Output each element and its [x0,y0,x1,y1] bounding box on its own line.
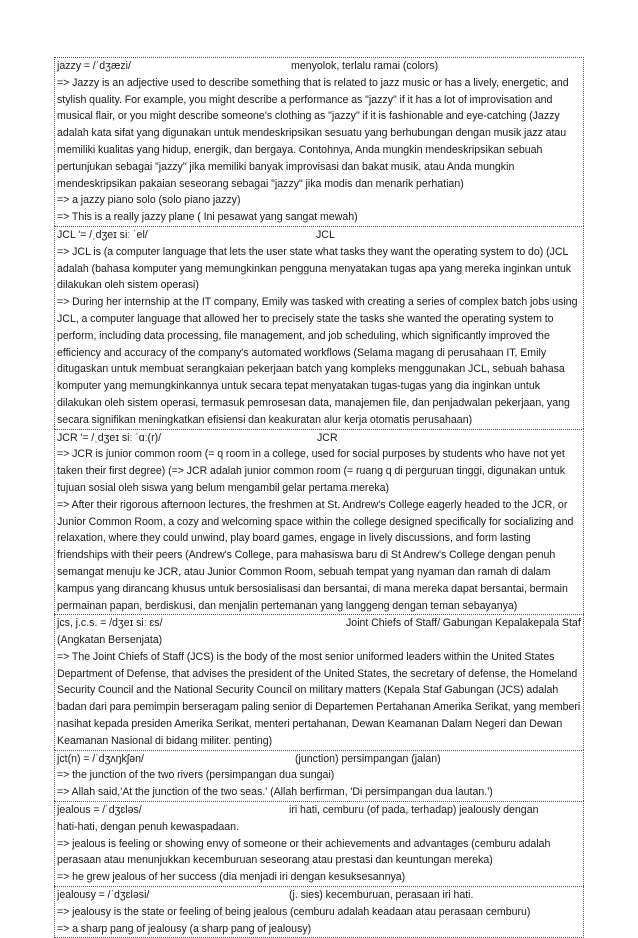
headword: JCL '= /ˌdʒeɪ siː ˈel/ [57,228,148,241]
gloss: (junction) persimpangan (jalan) [295,752,441,765]
definition-text: => Jazzy is an adjective used to describe something that is related to jazz music or has a lively, energetic, and stylish quality. For example, you might describe a performance as "jazzy" if it has a lot of improvisation and musical flair, or you might describe someone's clothing as "jazzy" if it is fashionable and eye-catching (Jazzy adalah kata sifat yang digunakan untuk mendeskripsikan sesuatu yang berhubungan dengan musik jazz atau memiliki kualitas yang hidup, energik, dan bergaya. Contohnya, Anda mungkin mendeskripsikan sebuah pertunjukan sebagai "jazzy" jika memiliki banyak improvisasi dan bakat musik, atau Anda mungkin mendeskripsikan pakaian seseorang sebagai "jazzy" jika modis dan menarik perhatian) [57,76,569,190]
gloss: (j. sies) kecemburuan, perasaan iri hati. [289,889,474,902]
gloss-continuation: hati-hati, dengan penuh kewaspadaan. [57,820,239,833]
entry-header [57,887,581,904]
entry-header [57,430,581,447]
definition-text: => The Joint Chiefs of Staff (JCS) is the body of the most senior uniformed leaders within the United States Department of Defense, that advises the president of the United States, the secretary of defense, the Homeland Security Council and the National Security Council on military matters (Kepala Staf Gabungan (JCS) adalah badan dari para pemimpin berseragam paling senior di Departemen Pertahanan Amerika Serikat, yang memberi nasihat kepada presiden Amerika Serikat, menteri pertahanan, Dewan Keamanan Dalam Negeri dan Dewan Keamanan Nasional di bidang militer. penting) [57,650,581,747]
dictionary-page [54,57,584,938]
entry-header [57,615,581,632]
example-text: => During her internship at the IT company, Emily was tasked with creating a series of complex batch jobs using JCL, a computer language that allowed her to precisely state the tasks she wanted the operating system to perform, including data processing, file management, and job scheduling, which significantly improved the efficiency and accuracy of the company's automated workflows (Selama magang di perusahaan IT, Emily ditugaskan untuk membuat serangkaian pekerjaan batch yang kompleks menggunakan JCL, sebuah bahasa komputer yang memungkinkannya untuk secara tepat menyatakan tugas-tugas yang dia inginkan untuk dilakukan oleh sistem operasi, termasuk pemrosesan data, manajemen file, dan penjadwalan pekerjaan, yang secara signifikan meningkatkan efisiensi dan keakuratan alur kerja otomatis perusahaan) [57,296,578,426]
entry-jcs [54,614,584,749]
definition-text: => JCL is (a computer language that lets the user state what tasks they want the operating system to do) (JCL adalah (bahasa komputer yang memungkinkan pengguna menyatakan tugas apa yang mereka inginkan untuk dilakukan oleh sistem operasi) [57,245,572,292]
definition-text: => JCR is junior common room (= q room in a college, used for social purposes by students who have not yet taken their first degree) (=> JCR adalah junior common room (= ruang q di perguruan tinggi, digunakan untuk tujuan sosial oleh siswa yang belum mengambil gelar pertama mereka) [57,448,566,494]
entry-header [57,802,581,819]
example-text: => Allah said,'At the junction of the two seas.' (Allah berfirman, 'Di persimpangan dua lautan.') [57,786,493,799]
headword: jealousy = /ˈdʒɛləsi/ [57,889,150,902]
headword: jealous = /ˈdʒɛləs/ [57,804,142,817]
example-text: => a sharp pang of jealousy (a sharp pang of jealousy) [57,922,312,935]
example-text: => he grew jealous of her success (dia menjadi iri dengan kesuksesannya) [57,871,406,884]
entry-header [57,58,581,75]
entry-jcl [54,226,584,429]
entry-header [57,751,581,768]
gloss: menyolok, terlalu ramai (colors) [291,60,439,72]
headword: jct(n) = /ˈdʒʌŋkʃən/ [57,752,144,765]
definition-text: => jealous is feeling or showing envy of someone or their achievements and advantages (cemburu adalah perasaan atau menunjukkan kecemburuan seseorang atau prestasi dan keuntungan mereka) [57,837,551,867]
entry-jealousy [54,886,584,938]
entry-header [57,227,581,244]
headword: jcs, j.c.s. = /dʒeɪ siː ɛs/ [57,617,163,630]
definition-text: => jealousy is the state or feeling of being jealous (cemburu adalah keadaan atau perasaan cemburu) [57,905,531,918]
entry-jazzy [54,57,584,226]
gloss: iri hati, cemburu (of pada, terhadap) jealously dengan [289,804,539,817]
gloss-continuation: (Angkatan Bersenjata) [57,634,163,647]
example-text: => This is a really jazzy plane ( Ini pesawat yang sangat mewah) [57,211,358,224]
gloss: Joint Chiefs of Staff/ Gabungan Kepalakepala Staf [346,617,581,630]
entry-jealous [54,801,584,886]
headword: JCR '= /ˌdʒeɪ siː ˈɑː(r)/ [57,431,162,444]
gloss: JCR [317,431,338,444]
gloss: JCL [316,228,335,241]
headword: jazzy = /ˈdʒæzi/ [57,60,131,72]
example-text: => a jazzy piano solo (solo piano jazzy) [57,194,241,207]
entry-jcr [54,429,584,615]
example-text: => the junction of the two rivers (persimpangan dua sungai) [57,769,335,782]
entry-jct [54,750,584,801]
example-text: => After their rigorous afternoon lectures, the freshmen at St. Andrew's College eagerly headed to the JCR, or Junior Common Room, a cozy and welcoming space within the college designed specifically for socializing and relaxation, where they could unwind, play board games, engage in lively discussions, and form lasting friendships with their peers (Andrew's College, para mahasiswa baru di St Andrew's College dengan penuh semangat menuju ke JCR, atau Junior Common Room, sebuah tempat yang nyaman dan ramah di dalam kampus yang dirancang khusus untuk bersosialisasi dan bersantai, di mana mereka dapat bersantai, bermain permainan papan, berdiskusi, dan menjalin pertemanan yang langgeng dengan teman sebayanya) [57,498,574,612]
